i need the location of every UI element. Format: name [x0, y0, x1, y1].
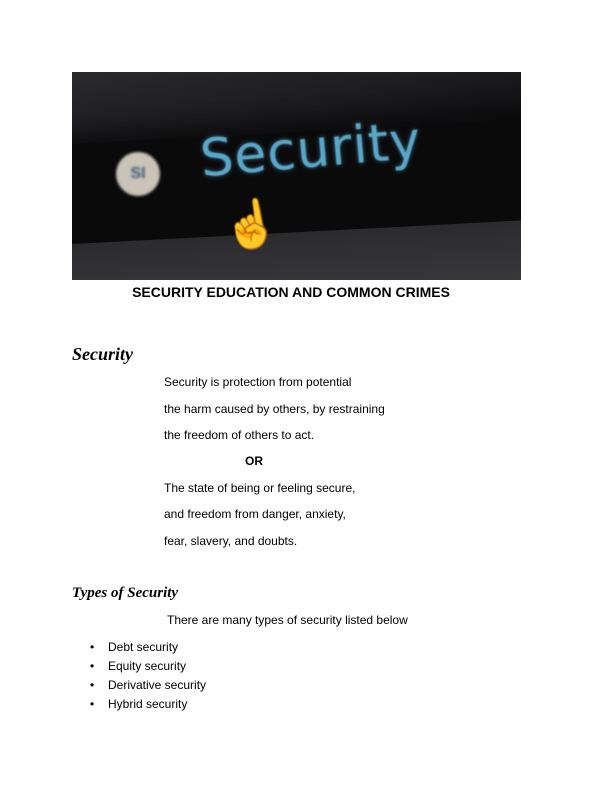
bullet-icon: •	[90, 659, 95, 673]
badge-icon: SI	[116, 152, 160, 196]
list-item-label: Equity security	[108, 659, 187, 673]
types-intro: There are many types of security listed below	[167, 613, 408, 627]
section-heading-security: Security	[72, 344, 133, 364]
list-item-label: Derivative security	[108, 678, 207, 692]
types-list	[72, 640, 206, 716]
definition-line: and freedom from danger, anxiety,	[164, 507, 346, 521]
bullet-icon: •	[90, 697, 95, 711]
definition-line: The state of being or feeling secure,	[164, 481, 356, 495]
section-heading-types: Types of Security	[72, 585, 179, 601]
definition-line: the freedom of others to act.	[164, 428, 315, 442]
security-hero-image	[72, 72, 521, 280]
or-separator: OR	[245, 454, 263, 468]
list-item-label: Debt security	[108, 640, 179, 654]
hand-pointer-icon: ☝	[217, 193, 284, 255]
list-item-label: Hybrid security	[108, 697, 188, 711]
image-word: Security	[197, 110, 424, 190]
list-item	[72, 659, 206, 678]
list-item	[72, 640, 206, 659]
definition-line: the harm caused by others, by restraining	[164, 402, 385, 416]
list-item	[72, 678, 206, 697]
document-title: SECURITY EDUCATION AND COMMON CRIMES	[132, 284, 450, 300]
list-item	[72, 697, 206, 716]
definition-line: fear, slavery, and doubts.	[164, 534, 298, 548]
definition-line: Security is protection from potential	[164, 375, 352, 389]
bullet-icon: •	[90, 640, 95, 654]
bullet-icon: •	[90, 678, 95, 692]
